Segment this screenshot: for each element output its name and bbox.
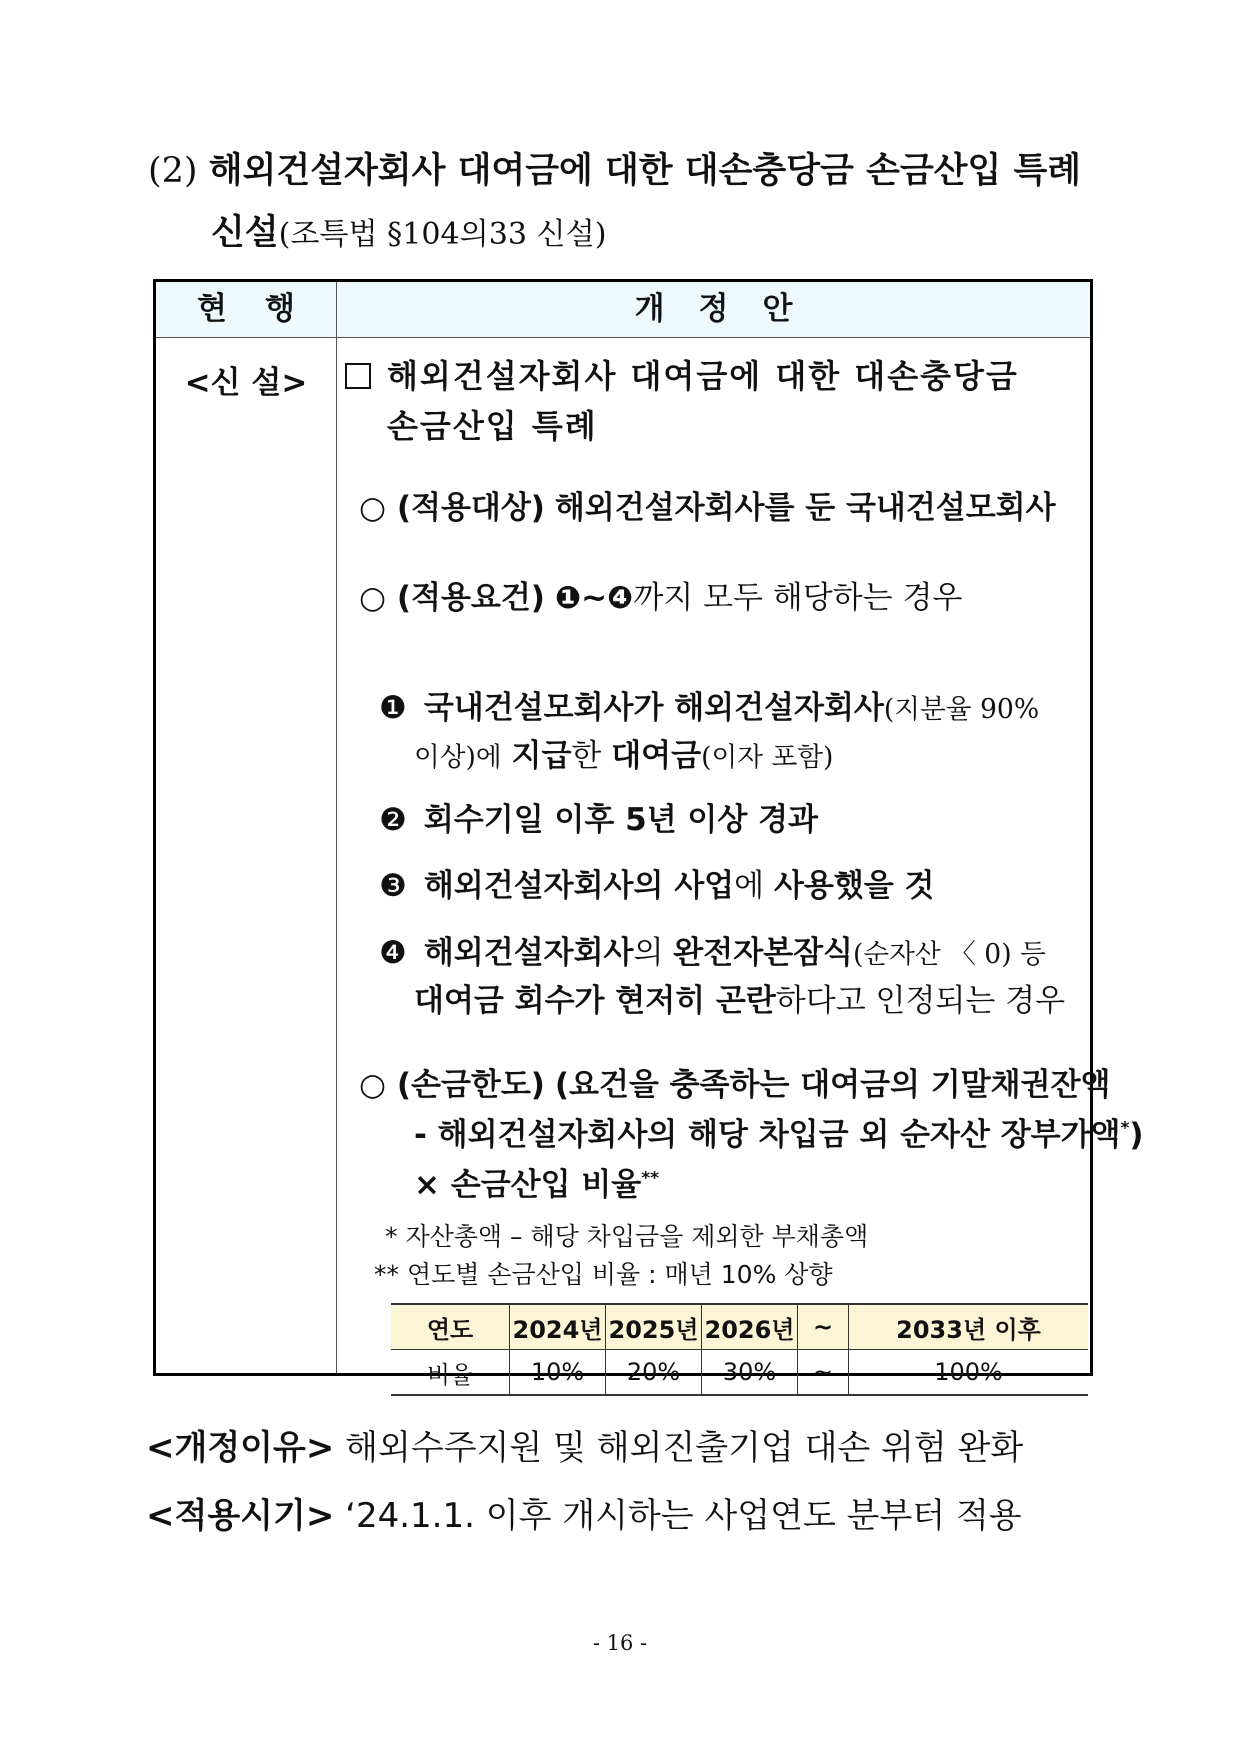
limit-bullet [359, 1059, 1110, 1104]
table-header-row [156, 282, 1090, 338]
checkbox-square-icon [345, 363, 371, 389]
rate-value-cell: 20% [606, 1350, 702, 1396]
limit-sup1: * [1120, 1118, 1130, 1139]
limit-line2: - 해외건설자회사의 해당 차입금 외 순자산 장부가액 [414, 1117, 1121, 1153]
requirement-4-cont [414, 975, 1065, 1020]
reason-text: 해외수주지원 및 해외진출기업 대손 위험 완화 [345, 1428, 1024, 1468]
number-4-icon: ❹ [379, 935, 407, 971]
rate-header-cell: ~ [798, 1304, 849, 1350]
target-bullet [359, 482, 1056, 527]
requirement-2 [379, 794, 818, 839]
section-legal-note: (조특법 §104의33 신설) [278, 217, 607, 252]
req3-main: 해외건설자회사의 사업 [423, 868, 735, 904]
proposal-title-line1: 해외건설자회사 대여금에 대한 대손충당금 [387, 357, 1019, 395]
requirement-range: ❶~❹ [554, 580, 634, 616]
limit-line2-row [414, 1109, 1144, 1154]
req4-net-assets: (순자산 〈 0) 등 [852, 939, 1046, 970]
section-number: (2) [148, 151, 198, 191]
section-heading [148, 140, 1108, 266]
number-2-icon: ❷ [379, 802, 407, 838]
application-timing [146, 1488, 1022, 1537]
rate-header-cell: 2025년 [606, 1304, 702, 1350]
req4-difficult: 대여금 회수가 현저히 곤란 [414, 983, 776, 1019]
timing-label: <적용시기> [146, 1496, 335, 1536]
limit-sup2: ** [641, 1168, 660, 1189]
requirement-1 [379, 682, 1039, 727]
rate-value-cell: 100% [849, 1350, 1089, 1396]
req2-text: 회수기일 이후 5년 이상 경과 [423, 802, 819, 838]
req1-particle: 한 [571, 738, 602, 774]
limit-line3: × 손금산입 비율 [414, 1167, 642, 1203]
circle-bullet-icon: ○ [359, 1067, 387, 1103]
rate-value-cell: 비율 [391, 1350, 510, 1396]
rate-value-cell: ~ [798, 1350, 849, 1396]
req4-subsidiary: 해외건설자회사 [423, 935, 634, 971]
number-3-icon: ❸ [379, 868, 407, 904]
requirement-4 [379, 927, 1046, 972]
req1-paid: 지급 [511, 738, 572, 774]
requirement-bullet [359, 572, 962, 617]
circle-bullet-icon: ○ [359, 490, 387, 526]
page-number: - 16 - [592, 1631, 648, 1655]
rate-header-cell: 연도 [391, 1304, 510, 1350]
requirement-label: (적용요건) [396, 580, 545, 616]
req1-main: 국내건설모회사가 해외건설자회사 [423, 690, 884, 726]
req3-particle: 에 [734, 868, 765, 904]
current-new-tag: <신 설> [184, 365, 308, 401]
reason-label: <개정이유> [146, 1428, 335, 1468]
requirement-text: 까지 모두 해당하는 경우 [633, 580, 963, 616]
limit-close: ) [1129, 1117, 1144, 1153]
rate-value-row [391, 1350, 1088, 1396]
rate-header-row [391, 1304, 1088, 1350]
section-title-line1: 해외건설자회사 대여금에 대한 대손충당금 손금산입 특례 [208, 151, 1082, 191]
section-title-line2: 신설 [211, 213, 279, 253]
limit-label: (손금한도) [396, 1067, 545, 1103]
footnote-1: * 자산총액 – 해당 차입금을 제외한 부채총액 [385, 1222, 869, 1251]
header-proposal: 개정안 [634, 291, 827, 327]
req4-recognized: 하다고 인정되는 경우 [775, 983, 1066, 1019]
rate-value-cell: 30% [702, 1350, 798, 1396]
rate-header-cell: 2026년 [702, 1304, 798, 1350]
rate-value-cell: 10% [510, 1350, 606, 1396]
circle-bullet-icon: ○ [359, 580, 387, 616]
header-current: 현행 [197, 291, 333, 327]
requirement-3 [379, 860, 934, 905]
req1-above: 이상)에 [414, 742, 502, 773]
req3-used: 사용했을 것 [773, 868, 935, 904]
target-text: 해외건설자회사를 둔 국내건설모회사 [554, 490, 1056, 526]
target-label: (적용대상) [396, 490, 545, 526]
rate-table [391, 1303, 1088, 1396]
timing-text: ‘24.1.1. 이후 개시하는 사업연도 분부터 적용 [345, 1496, 1022, 1536]
limit-line1: (요건을 충족하는 대여금의 기말채권잔액 [554, 1067, 1111, 1103]
proposal-content [337, 337, 1144, 1389]
revision-reason [146, 1420, 1023, 1469]
limit-line3-row [414, 1159, 659, 1204]
number-1-icon: ❶ [379, 690, 407, 726]
proposal-title-line2: 손금산입 특례 [387, 407, 598, 445]
rate-header-cell: 2033년 이후 [849, 1304, 1089, 1350]
req4-particle: 의 [633, 935, 664, 971]
req1-share: (지분율 90% [883, 694, 1040, 725]
req1-interest: (이자 포함) [701, 742, 834, 773]
comparison-table [153, 279, 1144, 1389]
req1-loan: 대여금 [611, 738, 702, 774]
footnote-2: ** 연도별 손금산입 비율 : 매년 10% 상향 [374, 1260, 833, 1289]
rate-header-cell: 2024년 [510, 1304, 606, 1350]
requirement-1-cont [414, 730, 833, 775]
req4-impairment: 완전자본잠식 [673, 935, 853, 971]
